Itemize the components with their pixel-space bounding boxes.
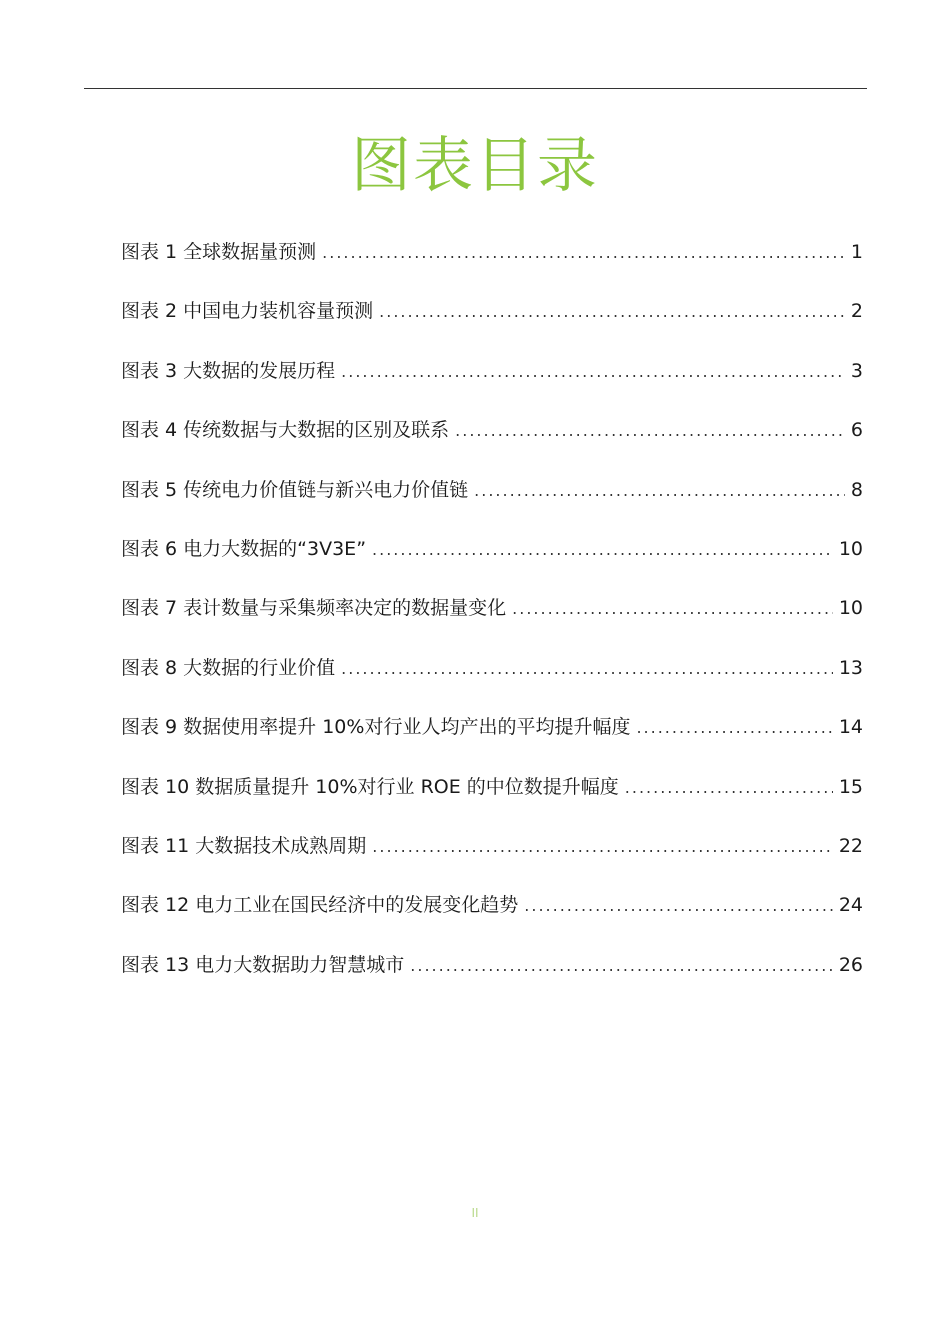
toc-entry[interactable]: [121, 351, 863, 410]
toc-entry-page[interactable]: 13: [838, 656, 863, 679]
toc-entry-label[interactable]: 图表 7 表计数量与采集频率决定的数据量变化: [121, 597, 507, 620]
toc-entry-label[interactable]: 图表 11 大数据技术成熟周期: [121, 834, 367, 857]
toc-entry-label[interactable]: 图表 13 电力大数据助力智慧城市: [121, 953, 405, 976]
toc-entry[interactable]: [121, 232, 863, 291]
toc-entry[interactable]: [121, 470, 863, 529]
dot-leader: [322, 233, 845, 273]
toc-entry-label[interactable]: 图表 12 电力工业在国民经济中的发展变化趋势: [121, 894, 519, 917]
toc-entry-label[interactable]: 图表 1 全球数据量预测: [121, 241, 317, 263]
toc-entry-page[interactable]: 14: [838, 716, 863, 739]
toc-entry-page[interactable]: 26: [838, 953, 863, 976]
dot-leader: [625, 768, 833, 808]
toc-entry[interactable]: [121, 885, 863, 944]
dot-leader: [512, 589, 833, 629]
toc-entry-page[interactable]: 2: [850, 300, 863, 323]
dot-leader: [636, 708, 832, 748]
toc-entry-page[interactable]: 10: [838, 537, 863, 560]
toc-entry-page[interactable]: 22: [838, 834, 863, 857]
toc-entry-page[interactable]: 1: [850, 241, 863, 263]
toc-entry[interactable]: [121, 588, 863, 647]
dot-leader: [455, 411, 845, 451]
toc-entry-page[interactable]: 24: [838, 894, 863, 917]
figure-list: [121, 232, 863, 1004]
toc-entry-page[interactable]: 8: [850, 478, 863, 501]
toc-entry[interactable]: [121, 945, 863, 1004]
toc-entry-label[interactable]: 图表 6 电力大数据的“3V3E”: [121, 537, 367, 560]
toc-entry[interactable]: [121, 291, 863, 350]
toc-entry-label[interactable]: 图表 10 数据质量提升 10%对行业 ROE 的中位数提升幅度: [121, 775, 619, 798]
toc-entry[interactable]: [121, 826, 863, 885]
toc-entry[interactable]: [121, 410, 863, 469]
toc-entry-label[interactable]: 图表 4 传统数据与大数据的区别及联系: [121, 419, 450, 442]
dot-leader: [524, 886, 833, 926]
toc-entry-label[interactable]: 图表 3 大数据的发展历程: [121, 359, 336, 382]
toc-entry[interactable]: [121, 707, 863, 766]
dot-leader: [474, 471, 845, 511]
toc-entry[interactable]: [121, 767, 863, 826]
page-title: 图表目录: [351, 131, 599, 201]
dot-leader: [341, 352, 845, 392]
footer-page-number: II: [471, 1206, 479, 1220]
toc-entry[interactable]: [121, 648, 863, 707]
dot-leader: [372, 827, 833, 867]
toc-entry-label[interactable]: 图表 9 数据使用率提升 10%对行业人均产出的平均提升幅度: [121, 716, 631, 739]
dot-leader: [341, 649, 833, 689]
toc-entry[interactable]: [121, 529, 863, 588]
toc-entry-label[interactable]: 图表 8 大数据的行业价值: [121, 656, 336, 679]
dot-leader: [410, 946, 833, 986]
header-rule: [84, 88, 867, 89]
toc-entry-page[interactable]: 6: [850, 419, 863, 442]
toc-entry-page[interactable]: 15: [838, 775, 863, 798]
toc-entry-page[interactable]: 10: [838, 597, 863, 620]
toc-entry-page[interactable]: 3: [850, 359, 863, 382]
dot-leader: [372, 530, 833, 570]
toc-entry-label[interactable]: 图表 5 传统电力价值链与新兴电力价值链: [121, 478, 469, 501]
toc-entry-label[interactable]: 图表 2 中国电力装机容量预测: [121, 300, 374, 323]
dot-leader: [379, 292, 845, 332]
